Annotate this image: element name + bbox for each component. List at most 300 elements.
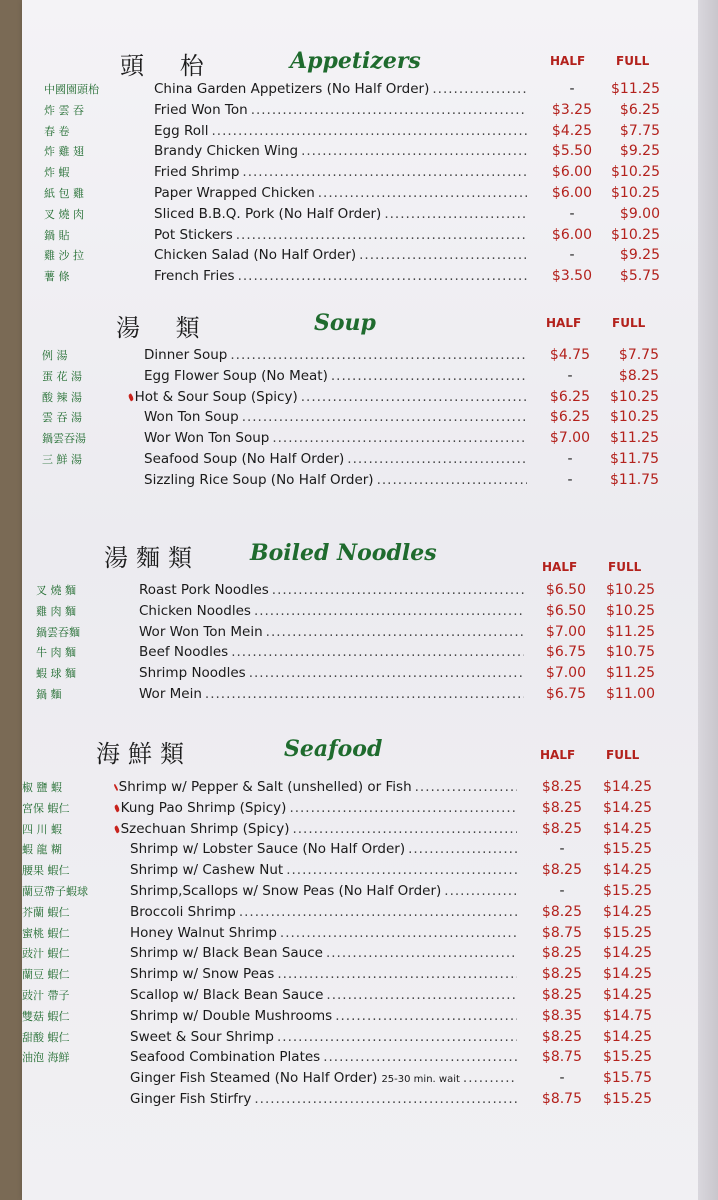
menu-item-name-line	[154, 123, 527, 139]
chili-pepper-icon	[114, 825, 120, 833]
half-price: $8.75	[541, 1090, 582, 1107]
menu-item-name-line	[130, 862, 517, 878]
dot-leader	[359, 247, 527, 263]
menu-item	[22, 685, 698, 706]
half-price: $8.25	[541, 1028, 582, 1045]
half-price: $6.00	[551, 164, 592, 181]
dot-leader	[292, 821, 517, 837]
menu-item-name: China Garden Appetizers (No Half Order)	[154, 81, 430, 97]
menu-item	[22, 820, 698, 841]
full-price: $14.25	[603, 903, 652, 920]
menu-item-chinese-name: 鍋雲吞湯	[42, 432, 86, 446]
half-price: -	[567, 471, 573, 488]
half-price: $4.75	[549, 347, 590, 363]
menu-item-chinese-name: 雲 吞 湯	[42, 411, 82, 425]
menu-item-name-line	[144, 472, 527, 488]
menu-item-chinese-name: 叉 燒 麵	[36, 584, 76, 597]
dot-leader	[377, 472, 527, 488]
menu-item	[22, 643, 698, 664]
dot-leader	[408, 841, 517, 857]
section-soup	[22, 308, 698, 494]
half-price: -	[559, 1070, 565, 1087]
menu-item-name: Wor Won Ton Soup	[144, 430, 270, 447]
half-price: -	[567, 367, 573, 384]
full-price: $7.75	[619, 122, 660, 139]
menu-item-name: Egg Flower Soup (No Meat)	[144, 367, 328, 384]
half-price: $8.25	[541, 966, 582, 983]
half-price: -	[559, 841, 565, 858]
half-price: $5.50	[551, 143, 592, 160]
menu-item-name: Shrimp w/ Double Mushrooms	[130, 1007, 333, 1024]
menu-item-name-line	[154, 206, 527, 222]
full-price: $11.75	[610, 471, 659, 488]
menu-item-name-line	[144, 430, 527, 446]
full-price: $15.25	[603, 882, 652, 899]
menu-item	[22, 664, 698, 685]
menu-item-name: Ginger Fish Stirfry	[130, 1090, 252, 1107]
half-price: $8.75	[541, 924, 582, 941]
menu-item-name: Seafood Combination Plates	[130, 1049, 321, 1066]
menu-item-name: Shrimp w/ Lobster Sauce (No Half Order)	[130, 841, 406, 858]
full-column-header: FULL	[608, 560, 642, 574]
menu-item-chinese-name: 炸 雞 翅	[44, 145, 84, 159]
menu-item	[22, 778, 698, 799]
menu-item-name: Sizzling Rice Soup (No Half Order)	[144, 471, 374, 488]
menu-item	[22, 1028, 698, 1049]
half-price: $8.25	[541, 862, 582, 879]
dot-leader	[301, 143, 527, 159]
half-price: $6.75	[545, 644, 586, 661]
dot-leader	[277, 966, 517, 982]
full-price: $15.75	[603, 1070, 652, 1087]
menu-item	[22, 122, 698, 143]
half-price: $6.50	[545, 582, 586, 598]
menu-item-name-line	[154, 81, 527, 97]
dot-leader	[323, 1049, 517, 1065]
menu-item-chinese-name: 蘭豆 蝦仁	[22, 968, 70, 982]
half-price: $4.25	[551, 122, 592, 139]
menu-item-chinese-name: 牛 肉 麵	[36, 646, 76, 660]
section-header	[22, 734, 698, 774]
menu-item-name-line	[154, 102, 527, 118]
menu-item	[22, 471, 698, 492]
full-price: $14.25	[603, 986, 652, 1003]
full-price: $10.25	[610, 409, 659, 426]
menu-item-name: Fried Won Ton	[154, 101, 248, 118]
full-price: $10.75	[606, 644, 655, 661]
menu-item	[22, 101, 698, 122]
menu-item	[22, 163, 698, 184]
menu-item-name: Shrimp w/ Snow Peas	[130, 966, 275, 983]
menu-item	[22, 986, 698, 1007]
dot-leader	[249, 665, 524, 681]
menu-item-name: Chicken Salad (No Half Order)	[154, 247, 357, 264]
full-column-header: FULL	[616, 54, 650, 68]
half-price: $6.75	[545, 685, 586, 702]
half-price: $6.00	[551, 184, 592, 201]
menu-item-chinese-name: 油泡 海鮮	[22, 1051, 70, 1065]
menu-item-name: Shrimp w/ Cashew Nut	[130, 862, 284, 879]
full-price: $9.00	[619, 205, 660, 222]
dot-leader	[326, 987, 517, 1003]
full-price: $10.25	[606, 582, 655, 598]
menu-item-name: Shrimp Noodles	[139, 665, 246, 682]
section-title: Seafood	[284, 736, 383, 762]
menu-item-chinese-name: 椒 鹽 蝦	[22, 781, 62, 794]
half-price: $8.25	[541, 903, 582, 920]
dot-leader	[239, 904, 517, 920]
menu-item	[22, 799, 698, 820]
menu-item-chinese-name: 春 卷	[44, 124, 70, 138]
menu-item-name: Beef Noodles	[139, 644, 229, 661]
menu-item-name-line	[130, 925, 517, 941]
full-column-header: FULL	[612, 316, 646, 330]
half-price: $8.25	[541, 799, 582, 816]
dot-leader	[205, 686, 524, 702]
menu-item-chinese-name: 芥蘭 蝦仁	[22, 905, 70, 919]
full-price: $15.25	[603, 1090, 652, 1107]
menu-item-name-line	[144, 451, 527, 467]
menu-item-name-line	[130, 987, 517, 1003]
full-price: $10.25	[610, 388, 659, 405]
menu-item-chinese-name: 炸 蝦	[44, 166, 70, 180]
menu-item	[22, 408, 698, 429]
menu-item	[22, 903, 698, 924]
menu-item-name: Paper Wrapped Chicken	[154, 184, 315, 201]
menu-item-name: Sliced B.B.Q. Pork (No Half Order)	[154, 205, 382, 222]
half-price: $8.75	[541, 1049, 582, 1066]
half-price: $7.00	[545, 623, 586, 640]
menu-item	[22, 1007, 698, 1028]
dot-leader	[277, 1029, 517, 1045]
dot-leader	[272, 430, 527, 446]
menu-item-chinese-name: 蝦 球 麵	[36, 667, 76, 681]
menu-item-name: Shrimp,Scallops w/ Snow Peas (No Half Order)	[130, 882, 442, 899]
menu-item-chinese-name: 豉汁 蝦仁	[22, 947, 70, 961]
menu-item-name-line	[130, 945, 517, 961]
half-price: -	[569, 247, 575, 264]
menu-item	[22, 944, 698, 965]
menu-item	[22, 429, 698, 450]
menu-item	[22, 861, 698, 882]
half-price: $6.25	[549, 409, 590, 426]
full-price: $14.25	[603, 966, 652, 983]
section-title: Boiled Noodles	[250, 540, 437, 566]
menu-item-name: Fried Shrimp	[154, 164, 240, 181]
item-list	[22, 80, 698, 288]
menu-item	[22, 388, 698, 409]
dot-leader	[318, 185, 527, 201]
full-price: $5.75	[619, 268, 660, 285]
chili-pepper-icon	[128, 393, 134, 401]
full-price: $11.25	[611, 81, 660, 97]
chili-pepper-icon	[114, 784, 118, 791]
menu-item	[22, 226, 698, 247]
dot-leader	[254, 603, 524, 619]
menu-item-name: Seafood Soup (No Half Order)	[144, 450, 345, 467]
full-price: $9.25	[619, 143, 660, 160]
item-list	[22, 581, 698, 706]
menu-item	[22, 965, 698, 986]
full-price: $14.75	[603, 1007, 652, 1024]
half-column-header: HALF	[540, 748, 576, 762]
section-zh-title: 頭 枱	[120, 52, 218, 80]
menu-item-name-line	[130, 1008, 517, 1024]
menu-item	[22, 246, 698, 267]
menu-item-name: Brandy Chicken Wing	[154, 143, 299, 160]
menu-item	[22, 367, 698, 388]
dot-leader	[212, 123, 528, 139]
half-price: $6.50	[545, 602, 586, 619]
full-price: $14.25	[603, 1028, 652, 1045]
half-price: -	[569, 205, 575, 222]
dot-leader	[242, 409, 527, 425]
half-column-header: HALF	[550, 54, 586, 68]
menu-item-name: Dinner Soup	[144, 347, 228, 363]
dot-leader	[347, 451, 527, 467]
full-price: $15.25	[603, 924, 652, 941]
dot-leader	[444, 883, 517, 899]
dot-leader	[236, 227, 527, 243]
menu-item-chinese-name: 蜜桃 蝦仁	[22, 926, 70, 940]
half-column-header: HALF	[542, 560, 578, 574]
menu-item-name: Szechuan Shrimp (Spicy)	[120, 820, 290, 837]
full-price: $14.25	[603, 799, 652, 816]
menu-item-name: Hot & Sour Soup (Spicy)	[134, 388, 298, 405]
menu-item	[22, 581, 698, 602]
menu-item-chinese-name: 三 鮮 湯	[42, 452, 82, 466]
half-price: $6.00	[551, 226, 592, 243]
menu-item-name-line	[154, 164, 527, 180]
menu-item-chinese-name: 腰果 蝦仁	[22, 864, 70, 878]
menu-item-chinese-name: 蛋 花 湯	[42, 369, 82, 383]
menu-item-name-line	[130, 966, 517, 982]
menu-item-chinese-name: 鍋雲吞麵	[36, 625, 80, 639]
page-edge	[698, 0, 718, 1200]
menu-item-name-line	[130, 1049, 517, 1065]
half-column-header: HALF	[546, 316, 582, 330]
menu-item-chinese-name: 鍋 麵	[36, 687, 62, 701]
dot-leader	[254, 1091, 517, 1107]
menu-item-chinese-name: 四 川 蝦	[22, 822, 62, 836]
menu-item-name-line	[154, 143, 527, 159]
menu-item-chinese-name: 薯 條	[44, 270, 70, 284]
menu-item	[22, 882, 698, 903]
menu-item	[22, 623, 698, 644]
dot-leader	[301, 389, 527, 405]
dot-leader	[272, 582, 524, 598]
menu-item-chinese-name: 鍋 貼	[44, 228, 70, 242]
full-price: $11.75	[610, 450, 659, 467]
section-zh-title: 海鮮類	[96, 740, 192, 768]
half-price: -	[567, 450, 573, 467]
dot-leader	[289, 800, 517, 816]
section-boiled-noodles	[22, 538, 698, 703]
menu-item-name: Kung Pao Shrimp (Spicy)	[120, 799, 287, 816]
menu-item-note: 25-30 min. wait	[381, 1074, 460, 1086]
menu-item-name: Shrimp w/ Black Bean Sauce	[130, 945, 323, 962]
menu-item-name-line	[130, 1070, 517, 1086]
menu-item-name-line	[130, 841, 517, 857]
menu-item-name: Wor Won Ton Mein	[139, 623, 263, 640]
dot-leader	[238, 268, 527, 284]
menu-item	[22, 1090, 698, 1111]
half-price: $7.00	[549, 430, 590, 447]
menu-item	[22, 80, 698, 101]
section-title: Appetizers	[290, 48, 421, 74]
menu-item-chinese-name: 雞 沙 拉	[44, 249, 84, 263]
full-price: $10.25	[611, 184, 660, 201]
half-price: $3.50	[551, 268, 592, 285]
menu-item-name-line	[154, 185, 527, 201]
half-price: $8.25	[541, 986, 582, 1003]
menu-item-name-line	[114, 779, 517, 795]
menu-item-chinese-name: 宮保 蝦仁	[22, 801, 70, 815]
section-zh-title: 湯 類	[116, 314, 214, 342]
item-list	[22, 346, 698, 492]
full-price: $10.25	[606, 602, 655, 619]
menu-item-name-line	[130, 883, 517, 899]
menu-item-chinese-name: 叉 燒 肉	[44, 207, 84, 221]
menu-item	[22, 602, 698, 623]
dot-leader	[242, 164, 527, 180]
menu-item	[22, 1048, 698, 1069]
menu-item-name-line	[144, 409, 527, 425]
menu-item-name-line	[130, 904, 517, 920]
section-zh-title: 湯麵類	[104, 544, 200, 572]
menu-item-name: Chicken Noodles	[139, 602, 251, 619]
menu-item-name-line	[139, 582, 524, 598]
menu-item-name-line	[114, 800, 517, 816]
section-appetizers	[22, 46, 698, 294]
menu-item-name-line	[139, 644, 524, 660]
menu-item-chinese-name: 例 湯	[42, 349, 68, 362]
menu-item-name-line	[144, 347, 527, 363]
full-column-header: FULL	[606, 748, 640, 762]
full-price: $15.25	[603, 1049, 652, 1066]
menu-item-name-line	[139, 603, 524, 619]
dot-leader	[280, 925, 517, 941]
menu-item-chinese-name: 蘭豆帶子蝦球	[22, 884, 88, 898]
menu-item-name: Egg Roll	[154, 122, 209, 139]
full-price: $10.25	[611, 226, 660, 243]
dot-leader	[335, 1008, 517, 1024]
menu-item-chinese-name: 中國園頭枱	[44, 83, 99, 96]
menu-item	[22, 267, 698, 288]
menu-item-name-line	[154, 268, 527, 284]
dot-leader	[384, 206, 527, 222]
menu-item-name: Won Ton Soup	[144, 409, 239, 426]
dot-leader	[230, 347, 527, 363]
full-price: $7.75	[618, 347, 659, 363]
half-price: $8.35	[541, 1007, 582, 1024]
full-price: $8.25	[618, 367, 659, 384]
menu-item-name-line	[114, 821, 517, 837]
section-title: Soup	[314, 310, 376, 336]
half-price: $6.25	[549, 388, 590, 405]
menu-item-name-line	[128, 389, 527, 405]
menu-item-name: Honey Walnut Shrimp	[130, 924, 277, 941]
half-price: $7.00	[545, 665, 586, 682]
half-price: -	[559, 882, 565, 899]
menu-item-name: Broccoli Shrimp	[130, 903, 236, 920]
menu-item-name: Ginger Fish Steamed (No Half Order)	[130, 1070, 378, 1087]
menu-item	[22, 450, 698, 471]
menu-item-chinese-name: 酸 辣 湯	[42, 390, 82, 404]
dot-leader	[331, 368, 527, 384]
dot-leader	[286, 862, 517, 878]
full-price: $14.25	[603, 820, 652, 837]
dot-leader	[231, 644, 524, 660]
menu-item	[22, 1069, 698, 1090]
dot-leader	[326, 945, 517, 961]
full-price: $11.00	[606, 685, 655, 702]
menu-item	[22, 184, 698, 205]
menu-item-name-line	[139, 686, 524, 702]
dot-leader	[251, 102, 527, 118]
menu-item-chinese-name: 蝦 龍 糊	[22, 843, 62, 857]
menu-page	[22, 0, 698, 1200]
half-price: $8.25	[541, 945, 582, 962]
full-price: $14.25	[603, 862, 652, 879]
half-price: -	[569, 81, 575, 97]
chili-pepper-icon	[114, 804, 120, 812]
menu-item	[22, 346, 698, 367]
dot-leader	[463, 1070, 517, 1086]
menu-item-name-line	[154, 227, 527, 243]
full-price: $6.25	[619, 101, 660, 118]
dot-leader	[415, 779, 517, 795]
menu-item	[22, 840, 698, 861]
menu-item-name: Pot Stickers	[154, 226, 233, 243]
half-price: $8.25	[541, 820, 582, 837]
full-price: $11.25	[606, 623, 655, 640]
menu-item-name: Shrimp w/ Pepper & Salt (unshelled) or Fish	[118, 779, 412, 795]
menu-item-name: Sweet & Sour Shrimp	[130, 1028, 274, 1045]
menu-item-name-line	[139, 665, 524, 681]
half-price: $8.25	[541, 779, 582, 795]
section-header	[22, 308, 698, 348]
menu-item-name-line	[144, 368, 527, 384]
menu-item-chinese-name: 炸 雲 吞	[44, 103, 84, 117]
half-price: $3.25	[551, 101, 592, 118]
menu-item	[22, 142, 698, 163]
menu-item	[22, 205, 698, 226]
full-price: $10.25	[611, 164, 660, 181]
menu-item-name-line	[130, 1029, 517, 1045]
menu-item-chinese-name: 紙 包 雞	[44, 186, 84, 200]
full-price: $14.25	[603, 779, 652, 795]
full-price: $14.25	[603, 945, 652, 962]
section-header	[22, 538, 698, 578]
full-price: $11.25	[610, 430, 659, 447]
dot-leader	[432, 81, 527, 97]
menu-item-name: French Fries	[154, 268, 235, 285]
full-price: $15.25	[603, 841, 652, 858]
menu-item-name-line	[130, 1091, 517, 1107]
menu-item-name: Wor Mein	[139, 685, 202, 702]
menu-item-chinese-name: 雙菇 蝦仁	[22, 1009, 70, 1023]
menu-item-chinese-name: 雞 肉 麵	[36, 604, 76, 618]
menu-item-name-line	[154, 247, 527, 263]
menu-item-chinese-name: 豉汁 帶子	[22, 988, 70, 1002]
menu-item	[22, 924, 698, 945]
section-seafood	[22, 734, 698, 1107]
menu-item-name: Scallop w/ Black Bean Sauce	[130, 986, 324, 1003]
dot-leader	[266, 624, 524, 640]
menu-item-name: Roast Pork Noodles	[139, 582, 269, 598]
full-price: $11.25	[606, 665, 655, 682]
